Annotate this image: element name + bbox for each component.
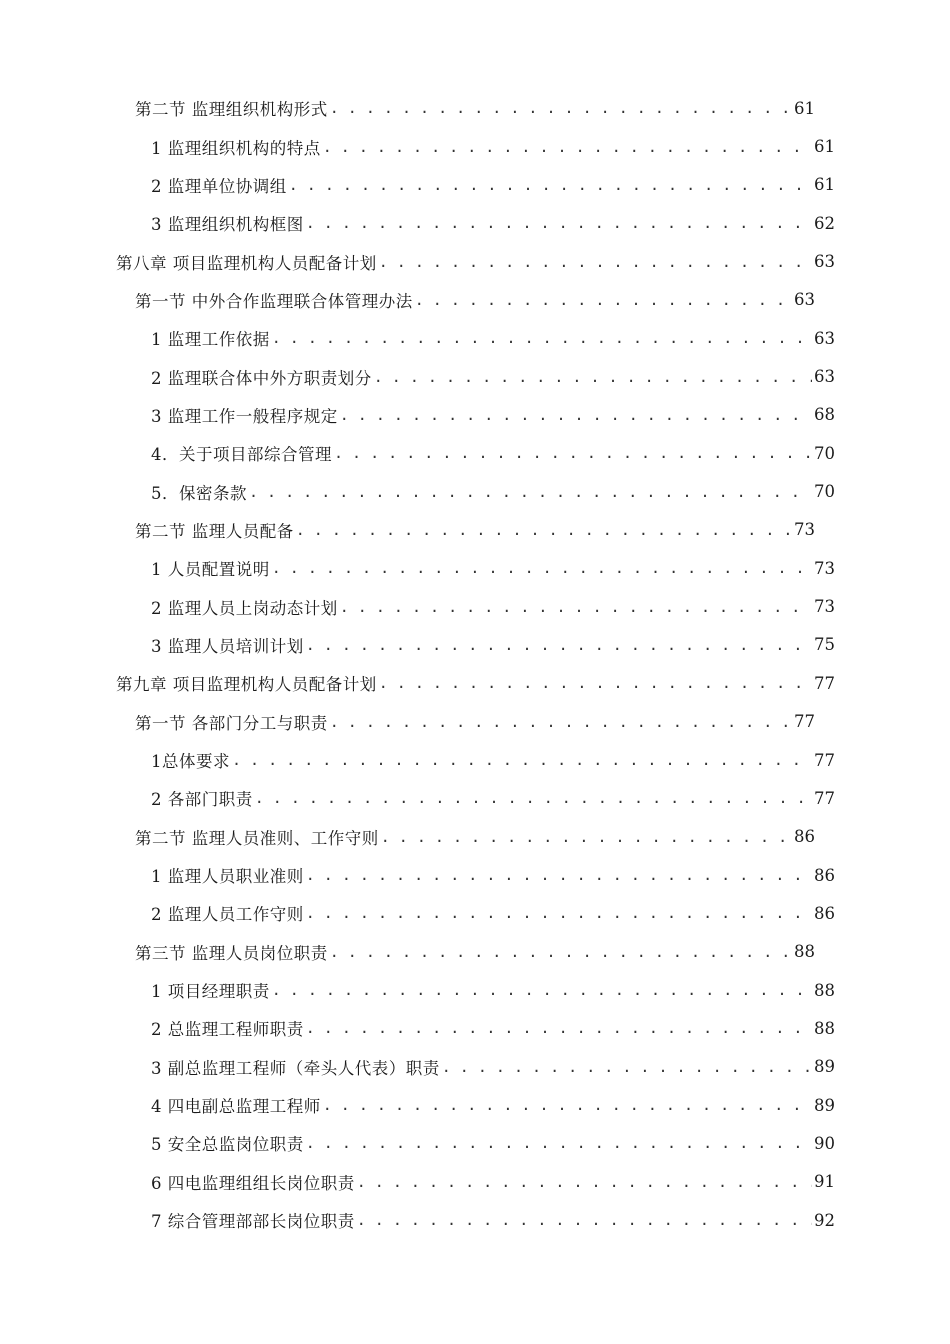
toc-page-number: 86 [814,865,835,885]
toc-page-number: 88 [814,1018,835,1038]
toc-page-number: 88 [794,942,815,962]
toc-subsection-entry[interactable] [0,549,835,587]
toc-section-entry[interactable] [0,511,815,549]
toc-subsection-entry[interactable] [0,1048,835,1086]
toc-entry-title: 5．保密条款 [151,483,247,503]
toc-section-entry[interactable] [0,933,815,971]
toc-dot-leader [289,175,812,195]
toc-page-number: 73 [794,520,815,540]
toc-dot-leader [306,865,812,885]
toc-page-number: 61 [814,137,835,157]
toc-page-number: 77 [794,712,815,732]
toc-entry-title: 3 监理工作一般程序规定 [151,406,338,426]
toc-entry-title: 4 四电副总监理工程师 [151,1097,321,1117]
toc-chapter-entry[interactable] [0,242,835,280]
toc-subsection-entry[interactable] [0,434,835,472]
toc-dot-leader [379,252,812,272]
toc-subsection-entry[interactable] [0,319,835,357]
toc-entry-title: 1总体要求 [151,752,230,772]
toc-section-entry[interactable] [0,281,815,319]
toc-subsection-entry[interactable] [0,1163,835,1201]
toc-subsection-entry[interactable] [0,626,835,664]
toc-entry-title: 2 监理单位协调组 [151,176,287,196]
toc-subsection-entry[interactable] [0,894,835,932]
toc-entry-title: 第一节 各部门分工与职责 [135,713,328,733]
toc-subsection-entry[interactable] [0,971,835,1009]
toc-page-number: 61 [814,175,835,195]
toc-dot-leader [381,827,792,847]
toc-subsection-entry[interactable] [0,1086,835,1124]
toc-entry-title: 6 四电监理组组长岗位职责 [151,1173,355,1193]
toc-subsection-entry[interactable] [0,779,835,817]
toc-dot-leader [357,1210,812,1230]
toc-dot-leader [306,1018,812,1038]
toc-dot-leader [272,328,812,348]
toc-page-number: 77 [814,750,835,770]
toc-page-number: 75 [814,635,835,655]
toc-subsection-entry[interactable] [0,741,835,779]
toc-entry-title: 2 各部门职责 [151,790,253,810]
toc-page-number: 91 [814,1172,835,1192]
toc-dot-leader [232,750,812,770]
toc-subsection-entry[interactable] [0,166,835,204]
toc-subsection-entry[interactable] [0,396,835,434]
toc-subsection-entry[interactable] [0,127,835,165]
toc-section-entry[interactable] [0,818,815,856]
toc-dot-leader [330,98,792,118]
toc-entry-title: 5 安全总监岗位职责 [151,1135,304,1155]
toc-subsection-entry[interactable] [0,856,835,894]
toc-entry-title: 第二节 监理人员配备 [135,521,294,541]
toc-dot-leader [323,137,812,157]
toc-entry-title: 4．关于项目部综合管理 [151,445,332,465]
toc-entry-title: 第一节 中外合作监理联合体管理办法 [135,291,413,311]
toc-subsection-entry[interactable] [0,357,835,395]
toc-entry-title: 3 监理人员培训计划 [151,636,304,656]
toc-page-number: 88 [814,980,835,1000]
toc-dot-leader [306,213,812,233]
toc-dot-leader [272,980,812,1000]
toc-entry-title: 1 项目经理职责 [151,982,270,1002]
toc-dot-leader [334,443,812,463]
toc-dot-leader [374,367,812,387]
toc-page-number: 92 [814,1210,835,1230]
toc-page-number: 86 [814,903,835,923]
toc-page-number: 77 [814,673,835,693]
toc-subsection-entry[interactable] [0,587,835,625]
toc-entry-title: 3 副总监理工程师（牵头人代表）职责 [151,1058,440,1078]
toc-dot-leader [306,903,812,923]
toc-page-number: 70 [814,482,835,502]
toc-page-number: 63 [794,290,815,310]
toc-chapter-entry[interactable] [0,664,835,702]
toc-page-number: 63 [814,367,835,387]
toc-page-number: 63 [814,328,835,348]
toc-subsection-entry[interactable] [0,472,835,510]
toc-dot-leader [442,1057,812,1077]
toc-page-number: 61 [794,98,815,118]
toc-dot-leader [357,1172,812,1192]
toc-dot-leader [340,405,812,425]
toc-dot-leader [340,597,812,617]
toc-page-number: 90 [814,1133,835,1153]
toc-page-number: 70 [814,443,835,463]
toc-entry-title: 2 监理人员工作守则 [151,905,304,925]
toc-page-number: 77 [814,788,835,808]
toc-section-entry[interactable] [0,703,815,741]
toc-section-entry[interactable] [0,89,815,127]
toc-entry-title: 1 监理工作依据 [151,330,270,350]
toc-page-number: 89 [814,1057,835,1077]
toc-entry-title: 第二节 监理组织机构形式 [135,100,328,120]
toc-subsection-entry[interactable] [0,204,835,242]
toc-entry-title: 第九章 项目监理机构人员配备计划 [116,675,377,695]
toc-dot-leader [306,635,812,655]
toc-dot-leader [255,788,812,808]
toc-entry-title: 1 监理人员职业准则 [151,867,304,887]
toc-page-number: 63 [814,252,835,272]
toc-page-number: 86 [794,827,815,847]
toc-entry-title: 2 总监理工程师职责 [151,1020,304,1040]
toc-entry-title: 3 监理组织机构框图 [151,215,304,235]
toc-subsection-entry[interactable] [0,1009,835,1047]
toc-dot-leader [330,712,792,732]
toc-entry-title: 第八章 项目监理机构人员配备计划 [116,253,377,273]
toc-entry-title: 7 综合管理部部长岗位职责 [151,1212,355,1232]
toc-subsection-entry[interactable] [0,1124,835,1162]
toc-page-number: 73 [814,558,835,578]
toc-entry-title: 第二节 监理人员准则、工作守则 [135,828,379,848]
toc-page-number: 68 [814,405,835,425]
toc-page-number: 62 [814,213,835,233]
toc-entry-title: 第三节 监理人员岗位职责 [135,943,328,963]
toc-entry-title: 1 人员配置说明 [151,560,270,580]
toc-dot-leader [296,520,792,540]
toc-dot-leader [323,1095,812,1115]
toc-dot-leader [415,290,792,310]
toc-dot-leader [249,482,812,502]
toc-dot-leader [330,942,792,962]
toc-dot-leader [306,1133,812,1153]
toc-entry-title: 2 监理人员上岗动态计划 [151,598,338,618]
toc-subsection-entry[interactable] [0,1201,835,1239]
toc-entry-title: 2 监理联合体中外方职责划分 [151,368,372,388]
toc-page-number: 89 [814,1095,835,1115]
table-of-contents [0,89,950,1239]
toc-page-number: 73 [814,597,835,617]
toc-dot-leader [272,558,812,578]
toc-entry-title: 1 监理组织机构的特点 [151,138,321,158]
toc-dot-leader [379,673,812,693]
